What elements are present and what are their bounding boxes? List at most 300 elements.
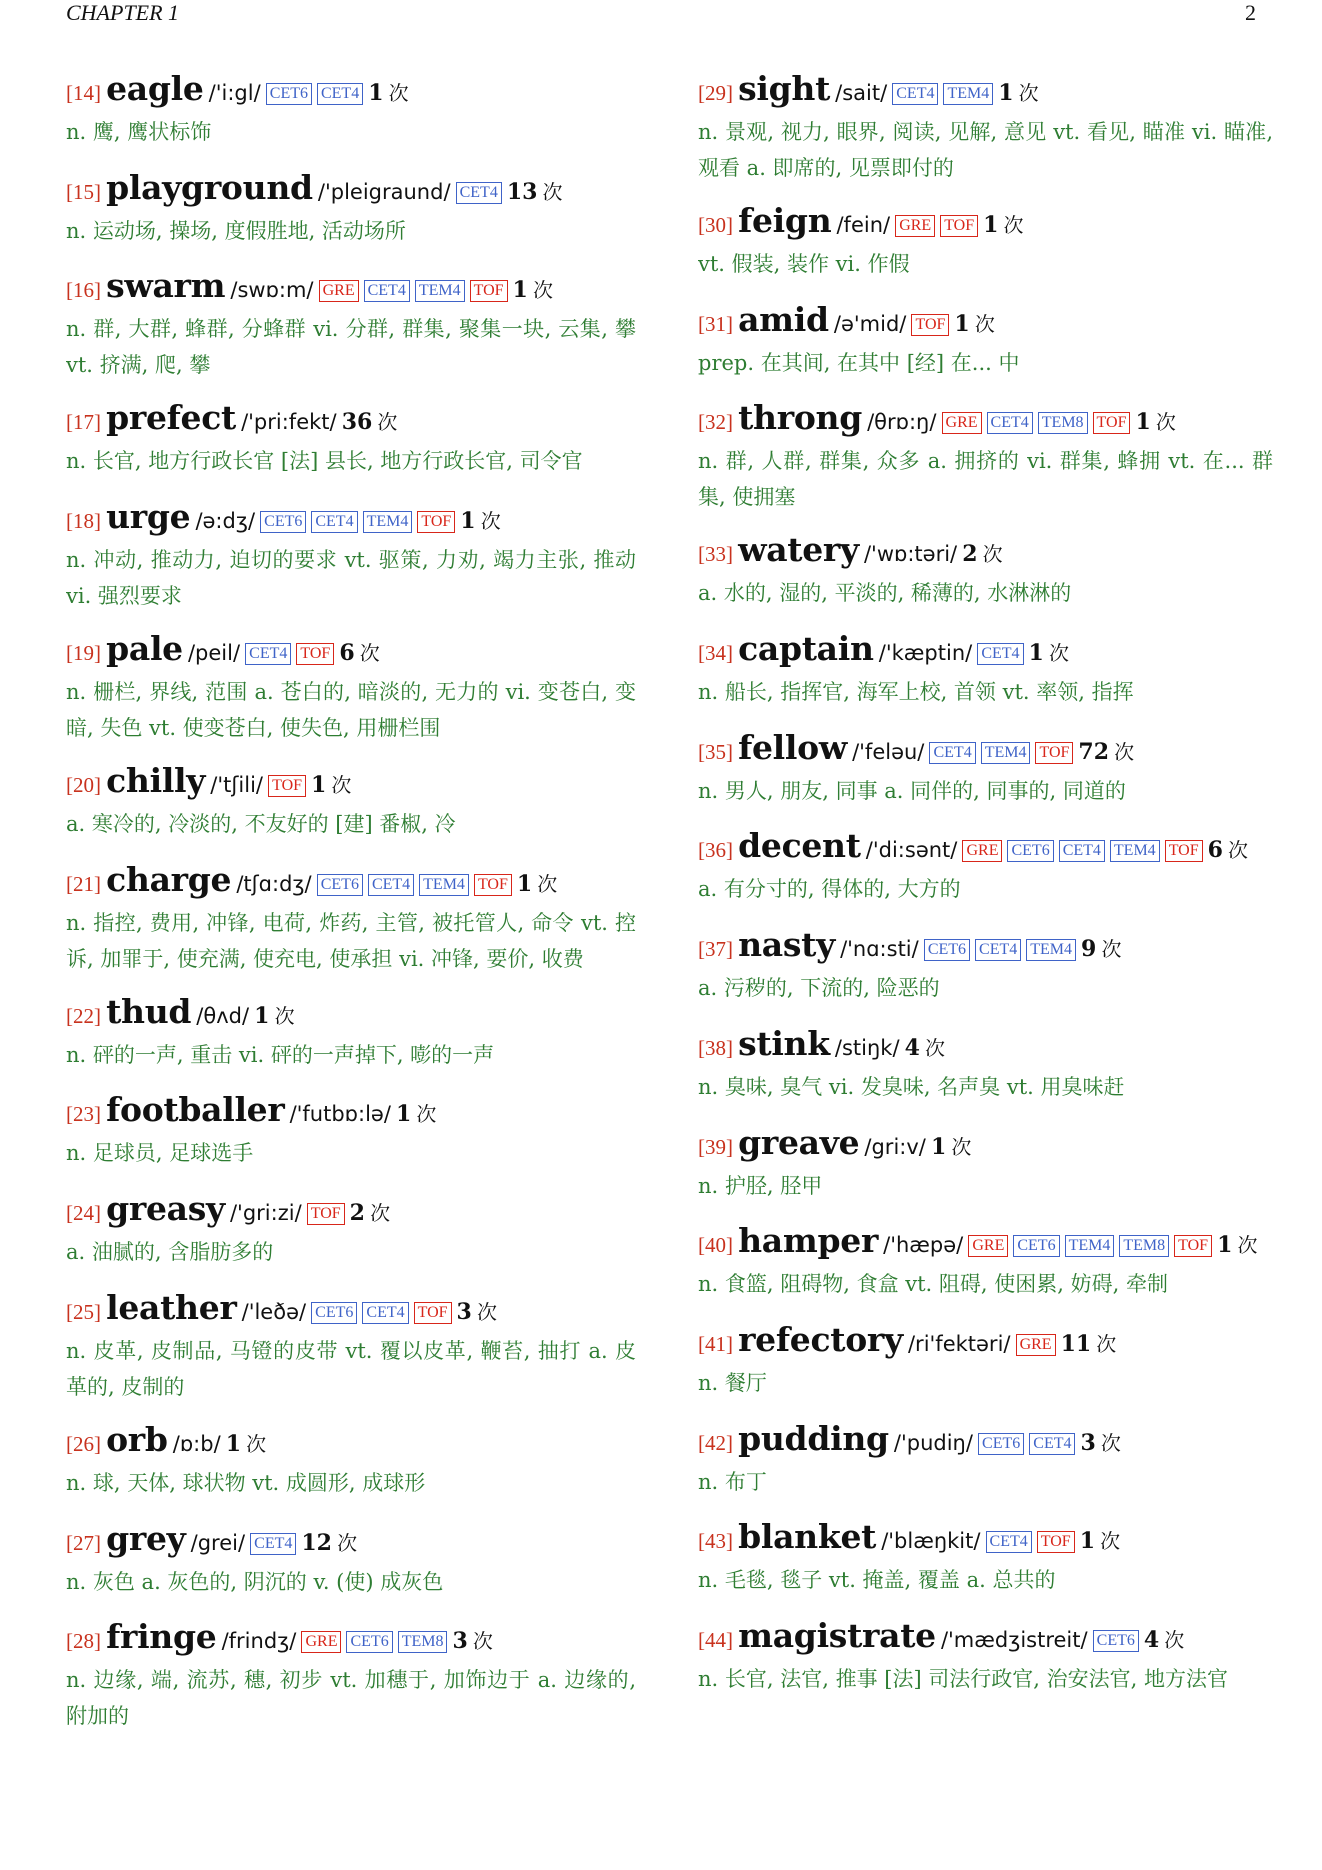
count-unit: 次: [1096, 1331, 1117, 1356]
count-unit: 次: [1237, 1233, 1258, 1258]
count-unit: 次: [337, 1530, 358, 1555]
entry-index: [35]: [698, 739, 733, 764]
exam-tag: TEM8: [1038, 412, 1088, 434]
entry-index: [20]: [66, 773, 101, 798]
phonetic: /gri:v/: [864, 1134, 926, 1159]
count-unit: 次: [1100, 1529, 1121, 1554]
entry-head: [66, 1091, 636, 1135]
entry-index: [18]: [66, 509, 101, 534]
count-unit: 次: [974, 311, 995, 336]
exam-tag: TEM8: [1119, 1235, 1169, 1257]
occurrence-count: 13: [506, 178, 538, 205]
phonetic: /tʃɑ:dʒ/: [236, 871, 312, 896]
count-unit: 次: [542, 179, 563, 204]
definition: n. 群, 大群, 蜂群, 分蜂群 vi. 分群, 群集, 聚集一块, 云集, 攀 vt. 挤满, 爬, 攀: [66, 317, 636, 378]
vocab-entry: [66, 1618, 636, 1750]
headword: pale: [106, 630, 183, 669]
entry-head: [698, 1222, 1273, 1266]
vocab-entry: [66, 1289, 636, 1421]
entry-index: [32]: [698, 410, 733, 435]
definition: n. 船长, 指挥官, 海军上校, 首领 vt. 率领, 指挥: [698, 680, 1134, 705]
exam-tag: CET6: [1013, 1235, 1059, 1257]
headword: footballer: [106, 1091, 285, 1130]
entry-head: [698, 1617, 1273, 1661]
right-column: [698, 70, 1273, 1716]
definition: n. 足球员, 足球选手: [66, 1141, 254, 1166]
definition: n. 景观, 视力, 眼界, 阅读, 见解, 意见 vt. 看见, 瞄准 vi. 瞄准, 观看 a. 即席的, 见票即付的: [698, 120, 1273, 180]
count-unit: 次: [1100, 1430, 1121, 1455]
vocab-entry: [698, 202, 1273, 301]
entry-index: [38]: [698, 1035, 733, 1060]
count-unit: 次: [370, 1201, 391, 1226]
exam-tag: CET4: [1029, 1433, 1075, 1455]
headword: fellow: [738, 728, 847, 767]
phonetic: /'blæŋkit/: [881, 1529, 981, 1554]
exam-tag: TOF: [1035, 742, 1073, 764]
exam-tag: TEM4: [1026, 939, 1076, 961]
headword: urge: [106, 498, 191, 537]
phonetic: /ɒ:b/: [172, 1431, 221, 1456]
vocab-entry: [66, 861, 636, 993]
phonetic: /grei/: [190, 1530, 246, 1555]
occurrence-count: 1: [1079, 1528, 1095, 1555]
headword: orb: [106, 1420, 168, 1459]
headword: prefect: [106, 399, 236, 438]
phonetic: /θrɒ:ŋ/: [867, 410, 937, 435]
headword: leather: [106, 1288, 237, 1327]
vocab-entry: [698, 531, 1273, 630]
entry-index: [25]: [66, 1299, 101, 1324]
definition: n. 指控, 费用, 冲锋, 电荷, 炸药, 主管, 被托管人, 命令 vt. 控诉, 加罪于, 使充满, 使充电, 使承担 vi. 冲锋, 要价, 收费: [66, 910, 636, 971]
entry-index: [44]: [698, 1627, 733, 1652]
headword: nasty: [738, 926, 835, 965]
headword: captain: [738, 630, 874, 669]
vocab-entry: [66, 70, 636, 169]
occurrence-count: 1: [311, 772, 327, 799]
exam-tag: CET6: [346, 1631, 392, 1653]
headword: blanket: [738, 1518, 877, 1557]
definition: n. 男人, 朋友, 同事 a. 同伴的, 同事的, 同道的: [698, 778, 1126, 803]
entry-head: [698, 202, 1273, 246]
entry-index: [43]: [698, 1529, 733, 1554]
phonetic: /'wɒ:təri/: [863, 542, 958, 567]
entry-index: [36]: [698, 838, 733, 863]
chapter-title: CHAPTER 1: [66, 0, 180, 25]
vocab-entry: [698, 926, 1273, 1025]
vocab-entry: [698, 1025, 1273, 1124]
count-unit: 次: [472, 1629, 493, 1654]
vocab-entry: [698, 399, 1273, 531]
exam-tag: CET6: [1007, 840, 1053, 862]
entry-index: [26]: [66, 1431, 101, 1456]
phonetic: /sait/: [835, 81, 888, 105]
headword: swarm: [106, 267, 226, 306]
entry-head: [66, 1618, 636, 1662]
headword: pudding: [738, 1419, 889, 1458]
headword: sight: [738, 70, 831, 108]
definition: n. 餐厅: [698, 1370, 767, 1395]
phonetic: /'pleigraund/: [317, 179, 451, 204]
phonetic: /'i:gl/: [208, 81, 261, 105]
vocab-entry: [66, 498, 636, 630]
exam-tag: TOF: [1165, 840, 1203, 862]
occurrence-count: 12: [301, 1529, 332, 1556]
exam-tag: GRE: [895, 215, 935, 237]
phonetic: /'nɑ:sti/: [840, 937, 919, 962]
definition: n. 冲动, 推动力, 迫切的要求 vt. 驱策, 力劝, 竭力主张, 推动 vi. 强烈要求: [66, 548, 636, 609]
vocab-entry: [698, 301, 1273, 400]
entry-head: [698, 827, 1273, 871]
entry-index: [17]: [66, 410, 101, 435]
count-unit: 次: [274, 1003, 295, 1028]
headword: greasy: [106, 1190, 225, 1229]
headword: grey: [106, 1519, 186, 1558]
headword: decent: [738, 827, 861, 866]
entry-index: [19]: [66, 641, 101, 666]
count-unit: 次: [377, 410, 398, 435]
definition: a. 油腻的, 含脂肪多的: [66, 1240, 274, 1265]
definition: a. 有分寸的, 得体的, 大方的: [698, 877, 961, 902]
vocab-entry: [66, 399, 636, 498]
occurrence-count: 1: [396, 1101, 412, 1128]
entry-index: [31]: [698, 311, 733, 336]
exam-tag: CET6: [978, 1433, 1024, 1455]
entry-head: [66, 630, 636, 674]
entry-index: [30]: [698, 213, 733, 237]
vocab-entry: [66, 1520, 636, 1619]
entry-head: [698, 1321, 1273, 1365]
count-unit: 次: [331, 773, 352, 798]
exam-tag: CET4: [317, 83, 363, 105]
definition: vt. 假装, 装作 vi. 作假: [698, 252, 910, 276]
count-unit: 次: [1114, 739, 1135, 764]
entry-head: [698, 630, 1273, 674]
entry-head: [698, 301, 1273, 345]
entry-head: [66, 399, 636, 443]
definition: n. 布丁: [698, 1469, 767, 1494]
vocab-entry: [66, 762, 636, 861]
exam-tag: CET4: [368, 874, 414, 896]
vocab-entry: [698, 1321, 1273, 1420]
count-unit: 次: [1048, 641, 1069, 666]
vocab-entry: [698, 70, 1273, 202]
exam-tag: CET4: [311, 511, 357, 533]
exam-tag: TEM4: [363, 511, 413, 533]
phonetic: /θʌd/: [196, 1003, 250, 1028]
count-unit: 次: [925, 1035, 946, 1060]
vocab-entry: [66, 1190, 636, 1289]
exam-tag: GRE: [319, 280, 359, 302]
entry-head: [66, 1190, 636, 1234]
definition: n. 长官, 地方行政长官 [法] 县长, 地方行政长官, 司令官: [66, 449, 583, 474]
phonetic: /'leðə/: [241, 1299, 307, 1324]
headword: chilly: [106, 762, 206, 801]
occurrence-count: 1: [930, 1133, 947, 1160]
entry-head: [698, 1420, 1273, 1464]
left-column: [66, 70, 636, 1750]
exam-tag: CET4: [892, 83, 938, 105]
exam-tag: CET4: [456, 182, 502, 204]
headword: playground: [106, 168, 313, 207]
exam-tag: TEM8: [398, 1631, 448, 1653]
vocab-entry: [66, 630, 636, 762]
exam-tag: CET4: [987, 412, 1033, 434]
vocab-entry: [66, 993, 636, 1092]
vocab-entry: [698, 729, 1273, 828]
entry-head: [66, 267, 636, 311]
vocab-entry: [66, 267, 636, 399]
entry-index: [40]: [698, 1233, 733, 1258]
exam-tag: CET4: [975, 939, 1021, 961]
definition: n. 长官, 法官, 推事 [法] 司法行政官, 治安法官, 地方法官: [698, 1666, 1229, 1691]
count-unit: 次: [532, 278, 553, 303]
exam-tag: TOF: [1037, 1531, 1075, 1553]
definition: n. 运动场, 操场, 度假胜地, 活动场所: [66, 218, 406, 243]
occurrence-count: 3: [1080, 1429, 1096, 1456]
occurrence-count: 11: [1060, 1330, 1092, 1357]
occurrence-count: 4: [1143, 1626, 1160, 1653]
vocab-entry: [698, 827, 1273, 926]
occurrence-count: 1: [983, 212, 999, 238]
occurrence-count: 1: [512, 277, 528, 304]
exam-tag: CET4: [364, 280, 410, 302]
phonetic: /'kæptin/: [878, 641, 973, 666]
definition: n. 护胫, 胫甲: [698, 1173, 823, 1198]
headword: greave: [738, 1123, 860, 1162]
exam-tag: CET4: [977, 643, 1023, 665]
exam-tag: CET6: [317, 874, 363, 896]
exam-tag: GRE: [968, 1235, 1008, 1257]
definition: n. 栅栏, 界线, 范围 a. 苍白的, 暗淡的, 无力的 vi. 变苍白, 变暗, 失色 vt. 使变苍白, 使失色, 用栅栏围: [66, 680, 636, 741]
occurrence-count: 3: [456, 1298, 472, 1325]
entry-index: [34]: [698, 641, 733, 666]
exam-tag: TEM4: [943, 83, 993, 105]
page-number: 2: [1245, 0, 1256, 25]
occurrence-count: 1: [225, 1430, 242, 1457]
vocab-entry: [698, 1617, 1273, 1716]
occurrence-count: 1: [1217, 1232, 1233, 1259]
entry-index: [22]: [66, 1003, 101, 1028]
exam-tag: TOF: [470, 280, 508, 302]
count-unit: 次: [537, 871, 558, 896]
headword: throng: [738, 399, 862, 438]
exam-tag: GRE: [942, 412, 982, 434]
entry-head: [66, 762, 636, 806]
exam-tag: CET4: [929, 742, 975, 764]
entry-index: [41]: [698, 1331, 733, 1356]
exam-tag: CET6: [260, 511, 306, 533]
entry-index: [37]: [698, 937, 733, 962]
occurrence-count: 6: [1207, 837, 1223, 864]
phonetic: /'mædʒistreit/: [940, 1627, 1088, 1652]
entry-index: [21]: [66, 871, 101, 896]
exam-tag: TOF: [911, 314, 949, 336]
occurrence-count: 1: [516, 870, 533, 897]
entry-head: [698, 1518, 1273, 1562]
count-unit: 次: [388, 81, 409, 105]
exam-tag: GRE: [301, 1631, 341, 1653]
occurrence-count: 1: [254, 1002, 270, 1029]
exam-tag: CET4: [245, 643, 291, 665]
exam-tag: TEM4: [1065, 1235, 1115, 1257]
headword: magistrate: [738, 1616, 936, 1655]
count-unit: 次: [1101, 937, 1122, 962]
entry-head: [698, 729, 1273, 773]
entry-index: [23]: [66, 1102, 101, 1127]
exam-tag: CET4: [986, 1531, 1032, 1553]
entry-head: [698, 531, 1273, 575]
entry-head: [66, 1289, 636, 1333]
entry-head: [66, 70, 636, 114]
headword: feign: [738, 202, 832, 240]
entry-index: [28]: [66, 1629, 101, 1654]
definition: prep. 在其间, 在其中 [经] 在... 中: [698, 350, 1020, 375]
headword: charge: [106, 860, 232, 899]
phonetic: /'futbɒ:lə/: [289, 1102, 391, 1127]
headword: watery: [738, 531, 859, 570]
phonetic: /peil/: [187, 641, 241, 666]
count-unit: 次: [1164, 1627, 1185, 1652]
vocab-entry: [66, 1421, 636, 1520]
entry-head: [66, 861, 636, 905]
phonetic: /'di:sənt/: [865, 838, 958, 863]
phonetic: /ə:dʒ/: [195, 509, 256, 534]
occurrence-count: 1: [368, 80, 384, 106]
occurrence-count: 1: [1135, 409, 1151, 436]
entry-index: [15]: [66, 179, 101, 204]
definition: n. 毛毯, 毯子 vt. 掩盖, 覆盖 a. 总共的: [698, 1568, 1056, 1593]
occurrence-count: 1: [954, 310, 970, 337]
entry-head: [698, 399, 1273, 443]
phonetic: /frindʒ/: [221, 1629, 297, 1654]
exam-tag: TOF: [307, 1203, 345, 1225]
definition: n. 砰的一声, 重击 vi. 砰的一声掉下, 嘭的一声: [66, 1042, 495, 1067]
definition: a. 水的, 湿的, 平淡的, 稀薄的, 水淋淋的: [698, 581, 1072, 606]
exam-tag: TOF: [417, 511, 455, 533]
phonetic: /ə'mid/: [833, 311, 907, 336]
phonetic: /'tʃili/: [210, 773, 263, 798]
headword: hamper: [738, 1222, 879, 1261]
entry-head: [66, 498, 636, 542]
exam-tag: TEM4: [419, 874, 469, 896]
headword: fringe: [106, 1618, 217, 1657]
entry-index: [24]: [66, 1201, 101, 1226]
definition: a. 污秽的, 下流的, 险恶的: [698, 976, 940, 1001]
phonetic: /stiŋk/: [834, 1035, 900, 1060]
occurrence-count: 9: [1081, 936, 1097, 963]
entry-index: [27]: [66, 1530, 101, 1555]
exam-tag: TEM4: [415, 280, 465, 302]
exam-tag: GRE: [962, 840, 1002, 862]
vocab-entry: [698, 1420, 1273, 1519]
entry-head: [66, 1421, 636, 1465]
entry-head: [66, 993, 636, 1037]
exam-tag: TEM4: [981, 742, 1031, 764]
exam-tag: TOF: [1174, 1235, 1212, 1257]
occurrence-count: 4: [904, 1034, 920, 1061]
exam-tag: TOF: [474, 874, 512, 896]
entry-head: [698, 926, 1273, 970]
count-unit: 次: [246, 1431, 267, 1456]
headword: refectory: [738, 1320, 903, 1359]
exam-tag: GRE: [1016, 1334, 1056, 1356]
definition: n. 皮革, 皮制品, 马镫的皮带 vt. 覆以皮革, 鞭苔, 抽打 a. 皮革的, 皮制的: [66, 1338, 636, 1399]
phonetic: /'pri:fekt/: [241, 410, 337, 435]
count-unit: 次: [951, 1134, 972, 1159]
exam-tag: CET6: [311, 1302, 357, 1324]
headword: amid: [738, 300, 829, 339]
entry-index: [16]: [66, 278, 101, 303]
headword: eagle: [106, 70, 204, 108]
headword: stink: [738, 1024, 830, 1063]
occurrence-count: 6: [339, 640, 355, 667]
count-unit: 次: [1018, 81, 1039, 105]
exam-tag: TEM4: [1110, 840, 1160, 862]
exam-tag: CET4: [362, 1302, 408, 1324]
entry-head: [698, 70, 1273, 114]
entry-index: [42]: [698, 1430, 733, 1455]
count-unit: 次: [1155, 410, 1176, 435]
exam-tag: TOF: [296, 643, 334, 665]
exam-tag: CET6: [266, 83, 312, 105]
occurrence-count: 3: [452, 1628, 468, 1655]
entry-index: [33]: [698, 542, 733, 567]
exam-tag: CET6: [1093, 1630, 1139, 1652]
exam-tag: CET4: [250, 1533, 296, 1555]
vocab-entry: [698, 630, 1273, 729]
vocab-entry: [698, 1222, 1273, 1321]
occurrence-count: 2: [349, 1200, 365, 1227]
occurrence-count: 1: [1028, 640, 1044, 667]
exam-tag: CET6: [924, 939, 970, 961]
count-unit: 次: [476, 1299, 497, 1324]
occurrence-count: 1: [998, 80, 1014, 106]
entry-index: [14]: [66, 81, 101, 105]
occurrence-count: 2: [962, 541, 978, 568]
count-unit: 次: [416, 1102, 437, 1127]
definition: n. 鹰, 鹰状标饰: [66, 120, 212, 144]
phonetic: /ri'fektəri/: [907, 1331, 1011, 1356]
definition: n. 臭味, 臭气 vi. 发臭味, 名声臭 vt. 用臭味赶: [698, 1074, 1125, 1099]
definition: n. 边缘, 端, 流苏, 穗, 初步 vt. 加穗于, 加饰边于 a. 边缘的, 附加的: [66, 1668, 636, 1729]
headword: thud: [106, 992, 192, 1031]
exam-tag: TOF: [940, 215, 978, 237]
page-header: [66, 0, 1256, 30]
vocab-entry: [698, 1518, 1273, 1617]
occurrence-count: 36: [341, 409, 373, 436]
exam-tag: TOF: [414, 1302, 452, 1324]
definition: a. 寒冷的, 冷淡的, 不友好的 [建] 番椒, 冷: [66, 812, 456, 837]
entry-index: [39]: [698, 1134, 733, 1159]
occurrence-count: 1: [460, 508, 476, 535]
exam-tag: TOF: [1093, 412, 1131, 434]
definition: n. 食篮, 阻碍物, 食盒 vt. 阻碍, 使困累, 妨碍, 牵制: [698, 1272, 1168, 1297]
vocab-entry: [66, 1091, 636, 1190]
exam-tag: CET4: [1059, 840, 1105, 862]
count-unit: 次: [359, 641, 380, 666]
definition: n. 群, 人群, 群集, 众多 a. 拥挤的 vi. 群集, 蜂拥 vt. 在... 群集, 使拥塞: [698, 449, 1273, 510]
phonetic: /'feləu/: [852, 739, 925, 764]
phonetic: /'gri:zi/: [229, 1201, 302, 1226]
entry-head: [66, 169, 636, 213]
phonetic: /'hæpə/: [883, 1233, 964, 1258]
vocab-entry: [698, 1124, 1273, 1223]
entry-index: [29]: [698, 81, 733, 105]
count-unit: 次: [1228, 838, 1249, 863]
vocab-entry: [66, 169, 636, 268]
entry-head: [66, 1520, 636, 1564]
phonetic: /fein/: [836, 213, 891, 237]
